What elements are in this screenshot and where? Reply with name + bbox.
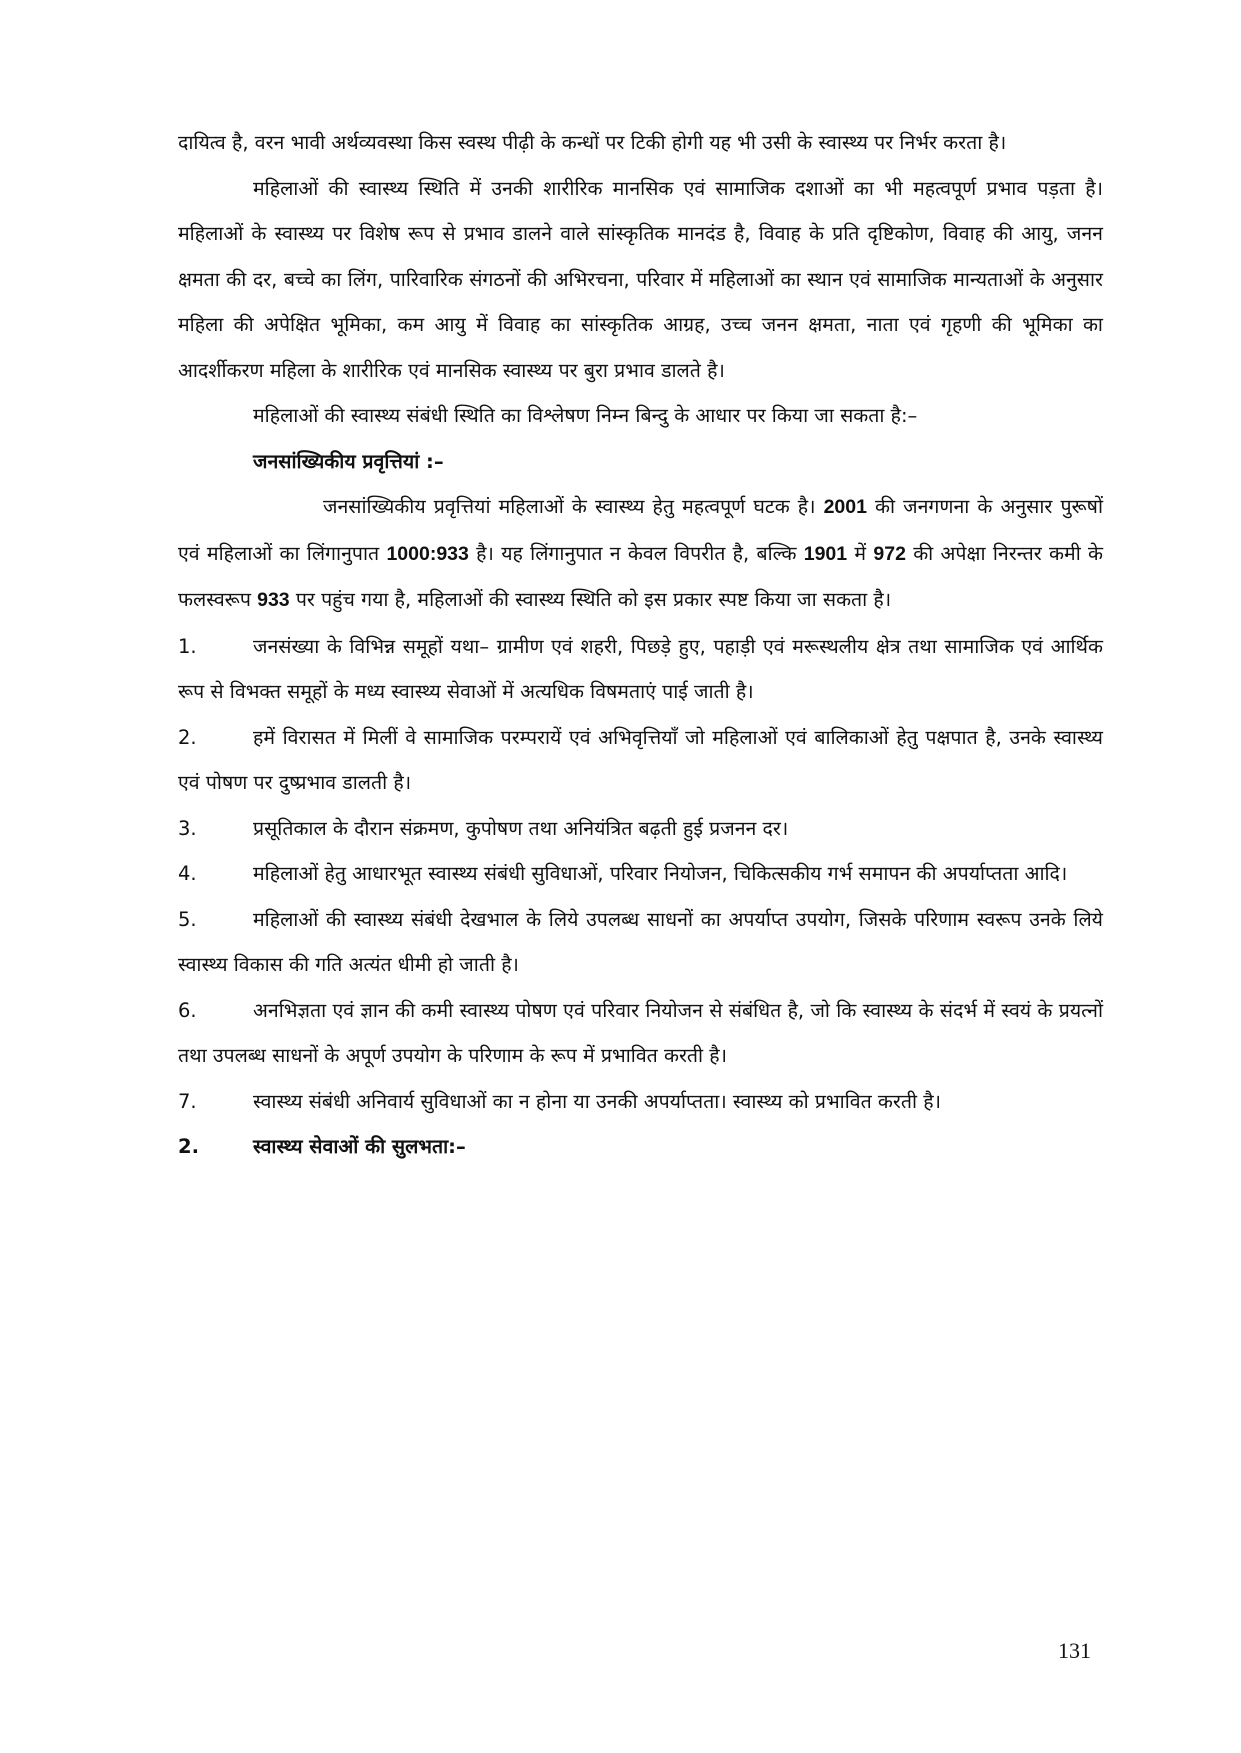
list-item-text: अनभिज्ञता एवं ज्ञान की कमी स्वास्थ्य पोषण एवं परिवार नियोजन से संबंधित है, जो कि स्वास्थ्य के संदर्भ में स्वयं के प्रयत्नों तथा उपलब्ध साधनों के अपूर्ण उपयोग के परिणाम के रूप में प्रभावित करती है।: [178, 998, 1103, 1067]
list-item-number: 1.: [178, 634, 197, 658]
list-item: [178, 715, 1103, 806]
paragraph-demographic-trends: जनसांख्यिकीय प्रवृत्तियां महिलाओं के स्वास्थ्य हेतु महत्वपूर्ण घटक है। 2001 की जनगणना के अनुसार पुरूषों एवं महिलाओं का लिंगानुपात 1000:933 है। यह लिंगानुपात न केवल विपरीत है, बल्कि 1901 में 972 की अपेक्षा निरन्तर कमी के फलस्वरूप 933 पर पहुंच गया है, महिलाओं की स्वास्थ्य स्थिति को इस प्रकार स्पष्ट किया जा सकता है।: [178, 495, 1104, 611]
year-2001: 2001: [823, 496, 867, 518]
list-item-number: 5.: [178, 907, 197, 931]
section-heading-health-service-access: [178, 1124, 1103, 1170]
list-item-text: महिलाओं हेतु आधारभूत स्वास्थ्य संबंधी सुविधाओं, परिवार नियोजन, चिकित्सकीय गर्भ समापन की अपर्याप्तता आदि।: [253, 862, 1068, 885]
paragraph-analysis: महिलाओं की स्वास्थ्य संबंधी स्थिति का विश्लेषण निम्न बिन्दु के आधार पर किया जा सकता है:–: [253, 404, 918, 427]
list-item: [178, 1079, 1103, 1125]
section-heading-text: स्वास्थ्य सेवाओं की सुलभता:–: [253, 1135, 466, 1158]
list-item: [178, 806, 1103, 852]
list-item-number: 7.: [178, 1089, 197, 1113]
list-item-text: प्रसूतिकाल के दौरान संक्रमण, कुपोषण तथा अनियंत्रित बढ़ती हुई प्रजनन दर।: [253, 816, 789, 840]
value-972: 972: [873, 542, 906, 565]
list-item-number: 6.: [178, 998, 197, 1022]
list-item: [178, 988, 1103, 1079]
value-933: 933: [257, 589, 290, 611]
section-number: 2.: [178, 1135, 199, 1158]
paragraph-health-status: महिलाओं की स्वास्थ्य स्थिति में उनकी शारीरिक मानसिक एवं सामाजिक दशाओं का भी महत्वपूर्ण प्रभाव पड़ता है। महिलाओं के स्वास्थ्य पर विशेष रूप से प्रभाव डालने वाले सांस्कृतिक मानदंड है, विवाह के प्रति दृष्टिकोण, विवाह की आयु, जनन क्षमता की दर, बच्चे का लिंग, पारिवारिक संगठनों की अभिरचना, परिवार में महिलाओं का स्थान एवं सामाजिक मान्यताओं के अनुसार महिला की अपेक्षित भूमिका, कम आयु में विवाह का सांस्कृतिक आग्रह, उच्च जनन क्षमता, नाता एवं गृहणी की भूमिका का आदर्शीकरण महिला के शारीरिक एवं मानसिक स्वास्थ्य पर बुरा प्रभाव डालते है।: [178, 176, 1103, 382]
list-item-number: 2.: [178, 725, 197, 749]
paragraph-intro: दायित्व है, वरन भावी अर्थव्यवस्था किस स्वस्थ पीढ़ी के कन्धों पर टिकी होगी यह भी उसी के स्वास्थ्य पर निर्भर करता है।: [178, 131, 1007, 154]
list-item-text: जनसंख्या के विभिन्न समूहों यथा– ग्रामीण एवं शहरी, पिछड़े हुए, पहाड़ी एवं मरूस्थलीय क्षेत्र तथा सामाजिक एवं आर्थिक रूप से विभक्त समूहों के मध्य स्वास्थ्य सेवाओं में अत्यधिक विषमताएं पाई जाती है।: [178, 634, 1103, 703]
list-item: [178, 624, 1103, 715]
document-page: [178, 120, 1103, 1170]
list-item-text: महिलाओं की स्वास्थ्य संबंधी देखभाल के लिये उपलब्ध साधनों का अपर्याप्त उपयोग, जिसके परिणाम स्वरूप उनके लिये स्वास्थ्य विकास की गति अत्यंत धीमी हो जाती है।: [178, 907, 1103, 976]
sex-ratio: 1000:933: [386, 542, 469, 565]
list-item-number: 4.: [178, 862, 197, 885]
list-item-text: स्वास्थ्य संबंधी अनिवार्य सुविधाओं का न होना या उनकी अपर्याप्तता। स्वास्थ्य को प्रभावित करती है।: [253, 1089, 941, 1113]
year-1901: 1901: [803, 542, 848, 565]
list-item-text: हमें विरासत में मिलीं वे सामाजिक परम्परायें एवं अभिवृत्तियाँ जो महिलाओं एवं बालिकाओं हेतु पक्षपात है, उनके स्वास्थ्य एवं पोषण पर दुष्प्रभाव डालती है।: [178, 725, 1103, 794]
list-item-number: 3.: [178, 816, 197, 840]
page-number: 131: [1058, 1638, 1091, 1663]
list-item: [178, 851, 1103, 897]
section-heading-demographic-trends: जनसांख्यिकीय प्रवृत्तियां :–: [253, 449, 444, 473]
list-item: [178, 897, 1103, 988]
